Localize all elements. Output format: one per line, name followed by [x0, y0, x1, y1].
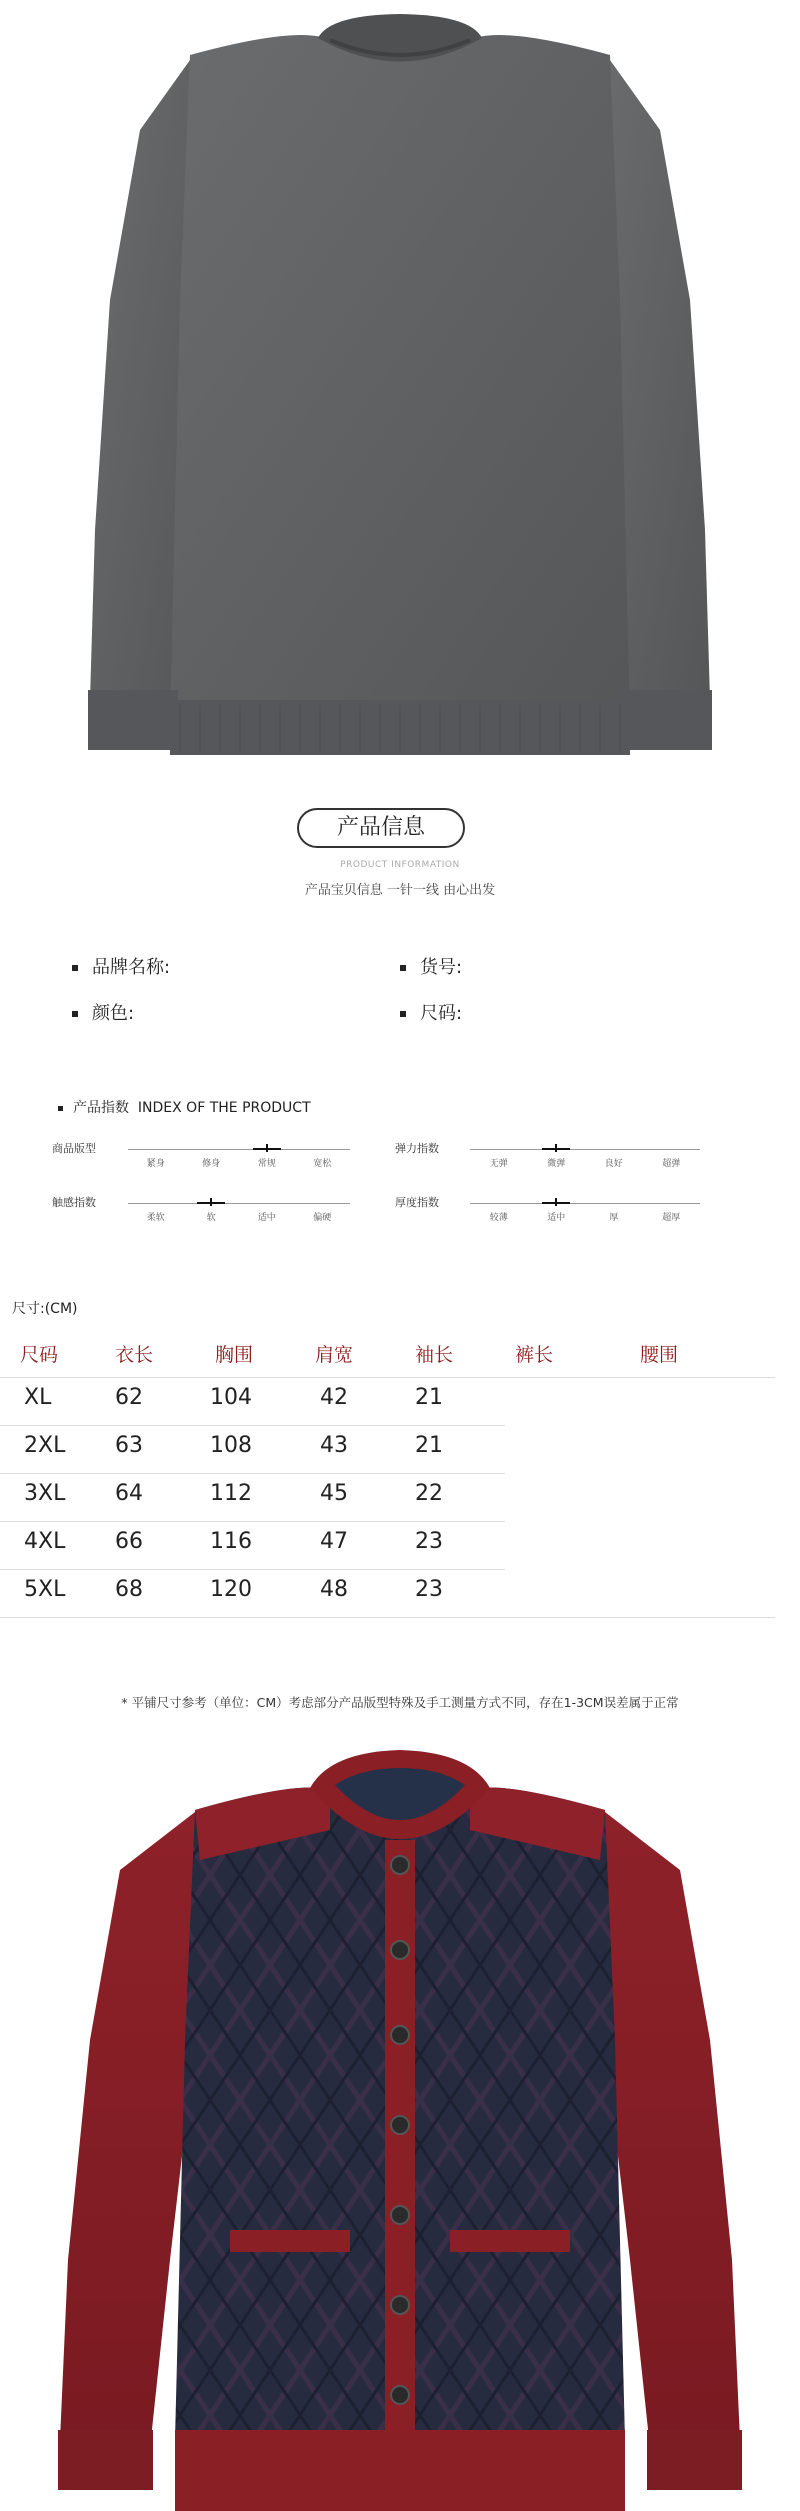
bullet-icon: [58, 1106, 63, 1111]
size-table-cell: 68: [115, 1577, 143, 1602]
index-option-label: 超弹: [662, 1159, 681, 1169]
size-table-cell: 48: [320, 1577, 348, 1602]
index-scale-label: 厚度指数: [395, 1196, 439, 1209]
size-table-cell: 21: [415, 1385, 443, 1410]
index-scale-line: [470, 1149, 700, 1150]
size-table-cell: 4XL: [24, 1529, 66, 1554]
index-selected-bar: [197, 1202, 225, 1204]
size-table-header: 肩宽: [315, 1344, 354, 1366]
size-table-header: 尺码: [20, 1344, 59, 1366]
size-table-header: 胸围: [215, 1344, 254, 1366]
index-option-label: 较薄: [489, 1213, 508, 1223]
size-table-divider: [0, 1521, 505, 1522]
bullet-icon: [72, 965, 78, 971]
bullet-icon: [400, 1011, 406, 1017]
index-heading-en: INDEX OF THE PRODUCT: [137, 1100, 311, 1116]
size-table-cell: XL: [24, 1385, 52, 1410]
index-selected-bar: [253, 1148, 281, 1150]
product-index-heading: [58, 1097, 311, 1117]
index-heading-cn: 产品指数: [73, 1100, 129, 1116]
size-table-cell: 23: [415, 1577, 443, 1602]
index-selected-bar: [542, 1148, 570, 1150]
size-table-divider: [0, 1425, 505, 1426]
measurement-note: * 平铺尺寸参考（单位：CM）考虑部分产品版型特殊及手工测量方式不同，存在1-3CM误差属于正常: [121, 1695, 679, 1710]
index-scale-line: [128, 1203, 350, 1204]
size-table-cell: 23: [415, 1529, 443, 1554]
size-table-header: 腰围: [640, 1344, 679, 1366]
index-option-label: 偏硬: [313, 1213, 332, 1223]
index-option-label: 良好: [604, 1159, 623, 1169]
size-table-divider: [0, 1377, 775, 1378]
size-table-cell: 2XL: [24, 1433, 66, 1458]
size-table-cell: 104: [210, 1385, 252, 1410]
size-table-divider: [0, 1617, 775, 1618]
size-table-cell: 22: [415, 1481, 443, 1506]
bullet-icon: [72, 1011, 78, 1017]
size-table-cell: 62: [115, 1385, 143, 1410]
product-info-subtitle: 产品宝贝信息 一针一线 由心出发: [304, 883, 496, 898]
index-option-label: 微弹: [547, 1159, 566, 1169]
product-info-subtitle-en: PRODUCT INFORMATION: [340, 860, 460, 870]
bullet-icon: [400, 965, 406, 971]
size-table-cell: 63: [115, 1433, 143, 1458]
index-option-label: 超厚: [662, 1213, 681, 1223]
index-scale-line: [470, 1203, 700, 1204]
size-attr: [400, 999, 462, 1025]
size-table-cell: 64: [115, 1481, 143, 1506]
index-option-label: 柔软: [146, 1213, 165, 1223]
index-scale-label: 触感指数: [52, 1196, 96, 1209]
index-selected-bar: [542, 1202, 570, 1204]
index-option-label: 软: [206, 1213, 216, 1223]
item-no-attr: [400, 953, 462, 979]
index-option-label: 无弹: [489, 1159, 508, 1169]
size-table-cell: 120: [210, 1577, 252, 1602]
size-table-cell: 108: [210, 1433, 252, 1458]
index-scale-label: 商品版型: [52, 1142, 96, 1155]
index-option-label: 厚: [609, 1213, 619, 1223]
brand-name-attr: [72, 953, 170, 979]
size-table-header: 裤长: [515, 1344, 554, 1366]
size-table-cell: 42: [320, 1385, 348, 1410]
size-table-cell: 47: [320, 1529, 348, 1554]
index-option-label: 适中: [257, 1213, 276, 1223]
size-table-cell: 5XL: [24, 1577, 66, 1602]
index-option-label: 修身: [202, 1159, 221, 1169]
size-table-divider: [0, 1473, 505, 1474]
size-label: 尺码:: [420, 1003, 463, 1024]
color-label: 颜色:: [92, 1003, 135, 1024]
item-no-label: 货号:: [420, 957, 463, 978]
index-option-label: 常规: [257, 1159, 276, 1169]
index-option-label: 紧身: [146, 1159, 165, 1169]
index-option-label: 宽松: [313, 1159, 332, 1169]
size-table-cell: 66: [115, 1529, 143, 1554]
product-info-title: 产品信息: [297, 808, 465, 848]
size-table-header: 衣长: [115, 1344, 154, 1366]
size-table-divider: [0, 1569, 505, 1570]
color-attr: [72, 999, 134, 1025]
grey-sweater-image: [0, 0, 800, 800]
size-table-header: 袖长: [415, 1344, 454, 1366]
size-table-cell: 43: [320, 1433, 348, 1458]
brand-name-label: 品牌名称:: [92, 957, 171, 978]
index-scale-line: [128, 1149, 350, 1150]
size-table-cell: 3XL: [24, 1481, 66, 1506]
size-table-cell: 112: [210, 1481, 252, 1506]
size-unit-label: 尺寸:(CM): [12, 1301, 78, 1317]
size-table-cell: 116: [210, 1529, 252, 1554]
index-option-label: 适中: [547, 1213, 566, 1223]
cardigan-image: [0, 1740, 800, 2511]
size-table-cell: 21: [415, 1433, 443, 1458]
size-table-cell: 45: [320, 1481, 348, 1506]
index-scale-label: 弹力指数: [395, 1142, 439, 1155]
